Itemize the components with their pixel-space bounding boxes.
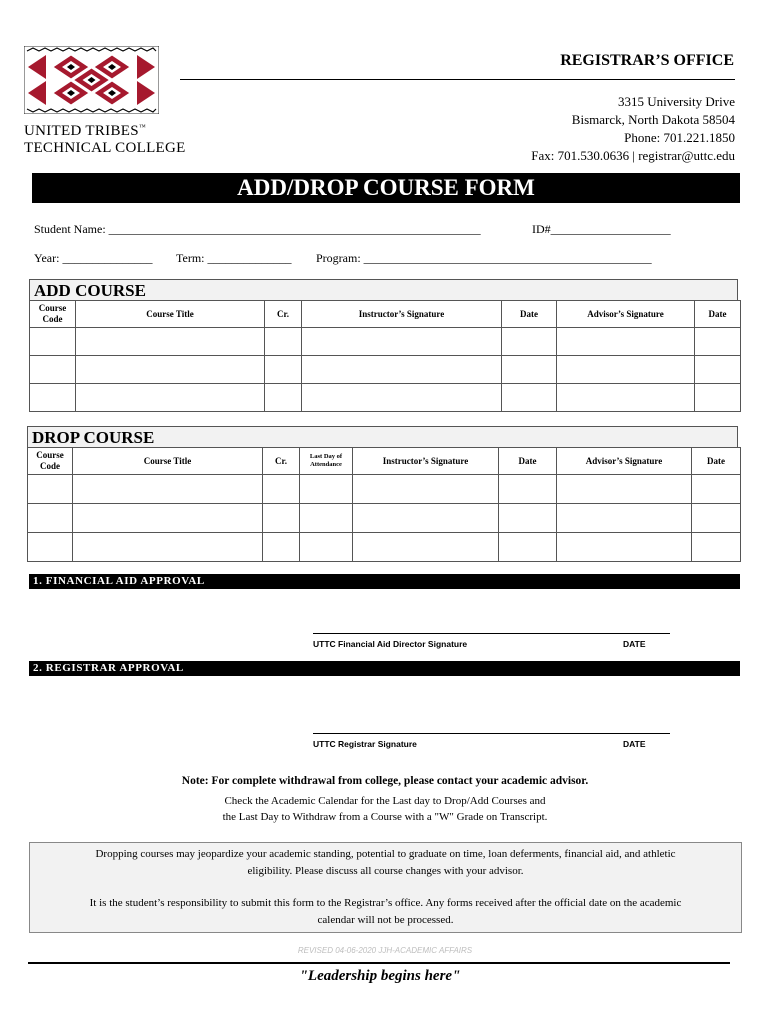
year-field[interactable]: Year: _______________ [34,251,153,265]
withdrawal-note: Note: For complete withdrawal from college, please contact your academic advisor. [181,775,589,787]
warning-line4: calendar will not be processed. [317,914,454,926]
table-row [30,356,741,384]
drop-course-section [27,426,738,562]
add-course-cell[interactable] [265,384,302,412]
drop-course-cell[interactable] [263,533,300,562]
add-course-cell[interactable] [695,384,741,412]
drop-course-cell[interactable] [353,533,499,562]
col-instructor-signature: Instructor’s Signature [353,448,499,475]
drop-course-header-row [28,448,741,475]
header-divider [180,79,735,80]
col-advisor-signature: Advisor’s Signature [557,301,695,328]
table-row [28,475,741,504]
drop-course-cell[interactable] [263,475,300,504]
col-course-title: Course Title [73,448,263,475]
drop-course-cell[interactable] [300,504,353,533]
financial-aid-signature-line[interactable] [313,633,670,634]
drop-course-cell[interactable] [499,475,557,504]
table-row [30,384,741,412]
add-course-cell[interactable] [30,328,76,356]
add-course-cell[interactable] [302,356,502,384]
col-instructor-signature: Instructor’s Signature [302,301,502,328]
student-name-field[interactable]: Student Name: ______________________________________________________________ [34,222,481,236]
add-course-cell[interactable] [76,328,265,356]
drop-course-cell[interactable] [73,533,263,562]
college-name [24,119,186,157]
college-name-line2: TECHNICAL COLLEGE [24,140,186,156]
drop-course-cell[interactable] [263,504,300,533]
add-course-cell[interactable] [265,328,302,356]
registrar-date-label: DATE [623,739,646,749]
add-course-table [29,300,741,412]
drop-course-cell[interactable] [499,504,557,533]
warning-box [29,842,742,933]
add-course-cell[interactable] [76,384,265,412]
drop-course-cell[interactable] [692,533,741,562]
add-course-cell[interactable] [30,356,76,384]
registrar-signature-line[interactable] [313,733,670,734]
office-address [531,93,735,165]
form-title: ADD/DROP COURSE FORM [32,173,740,203]
drop-course-cell[interactable] [73,504,263,533]
col-date: Date [695,301,741,328]
address-city: Bismarck, North Dakota 58504 [571,112,735,127]
office-title: REGISTRAR’S OFFICE [560,52,734,69]
warning-line2: eligibility. Please discuss all course changes with your advisor. [247,865,524,877]
drop-course-cell[interactable] [73,475,263,504]
drop-course-cell[interactable] [300,533,353,562]
calendar-note-line1: Check the Academic Calendar for the Last day to Drop/Add Courses and [224,795,546,807]
add-course-cell[interactable] [502,328,557,356]
calendar-note-line2: the Last Day to Withdraw from a Course with a "W" Grade on Transcript. [222,811,548,823]
drop-course-cell[interactable] [557,475,692,504]
revision-note: REVISED 04-06-2020 JJH-ACADEMIC AFFAIRS [297,946,473,955]
term-field[interactable]: Term: ______________ [176,251,292,265]
drop-course-cell[interactable] [692,475,741,504]
table-row [28,504,741,533]
add-course-cell[interactable] [30,384,76,412]
add-course-cell[interactable] [265,356,302,384]
add-course-cell[interactable] [695,356,741,384]
col-course-code: Course Code [28,448,73,475]
financial-aid-signature-label: UTTC Financial Aid Director Signature [313,639,468,649]
col-last-day-attendance: Last Day of Attendance [300,448,353,475]
drop-course-cell[interactable] [557,533,692,562]
add-course-cell[interactable] [557,356,695,384]
add-course-cell[interactable] [502,384,557,412]
warning-line1: Dropping courses may jeopardize your academic standing, potential to graduate on time, loan deferments, financial aid, and athletic [95,848,676,860]
col-credits: Cr. [265,301,302,328]
student-id-field[interactable]: ID#____________________ [532,222,671,236]
financial-aid-date-label: DATE [623,639,646,649]
col-date: Date [692,448,741,475]
college-name-line1: UNITED TRIBES [24,123,139,139]
col-course-code: Course Code [30,301,76,328]
add-course-cell[interactable] [695,328,741,356]
drop-course-cell[interactable] [28,475,73,504]
add-course-cell[interactable] [502,356,557,384]
drop-course-cell[interactable] [28,533,73,562]
add-course-section [29,279,738,412]
table-row [28,533,741,562]
warning-line3: It is the student’s responsibility to submit this form to the Registrar’s office. Any forms received after the official date on the academic [89,897,682,909]
drop-course-table [27,447,741,562]
program-field[interactable]: Program: ________________________________________________ [316,251,652,265]
add-course-header-row [30,301,741,328]
registrar-signature-label: UTTC Registrar Signature [313,739,417,749]
college-logo [24,46,159,114]
address-fax-email: Fax: 701.530.0636 | registrar@uttc.edu [531,148,735,163]
college-motto: "Leadership begins here" [299,968,461,984]
table-row [30,328,741,356]
drop-course-cell[interactable] [557,504,692,533]
financial-aid-heading: 1. FINANCIAL AID APPROVAL [29,574,740,589]
drop-course-cell[interactable] [300,475,353,504]
col-credits: Cr. [263,448,300,475]
trademark-mark: ™ [138,123,147,131]
col-advisor-signature: Advisor’s Signature [557,448,692,475]
footer-divider [28,962,730,964]
col-date: Date [499,448,557,475]
add-course-cell[interactable] [302,384,502,412]
drop-course-cell[interactable] [28,504,73,533]
add-course-cell[interactable] [302,328,502,356]
address-phone: Phone: 701.221.1850 [624,130,735,145]
add-course-cell[interactable] [76,356,265,384]
col-date: Date [502,301,557,328]
address-street: 3315 University Drive [618,94,735,109]
col-course-title: Course Title [76,301,265,328]
drop-course-heading: DROP COURSE [27,426,738,447]
add-course-heading: ADD COURSE [29,279,738,300]
add-course-cell[interactable] [557,328,695,356]
drop-course-cell[interactable] [353,475,499,504]
drop-course-cell[interactable] [499,533,557,562]
drop-course-cell[interactable] [353,504,499,533]
registrar-heading: 2. REGISTRAR APPROVAL [29,661,740,676]
add-course-cell[interactable] [557,384,695,412]
drop-course-cell[interactable] [692,504,741,533]
calendar-note [0,793,770,825]
